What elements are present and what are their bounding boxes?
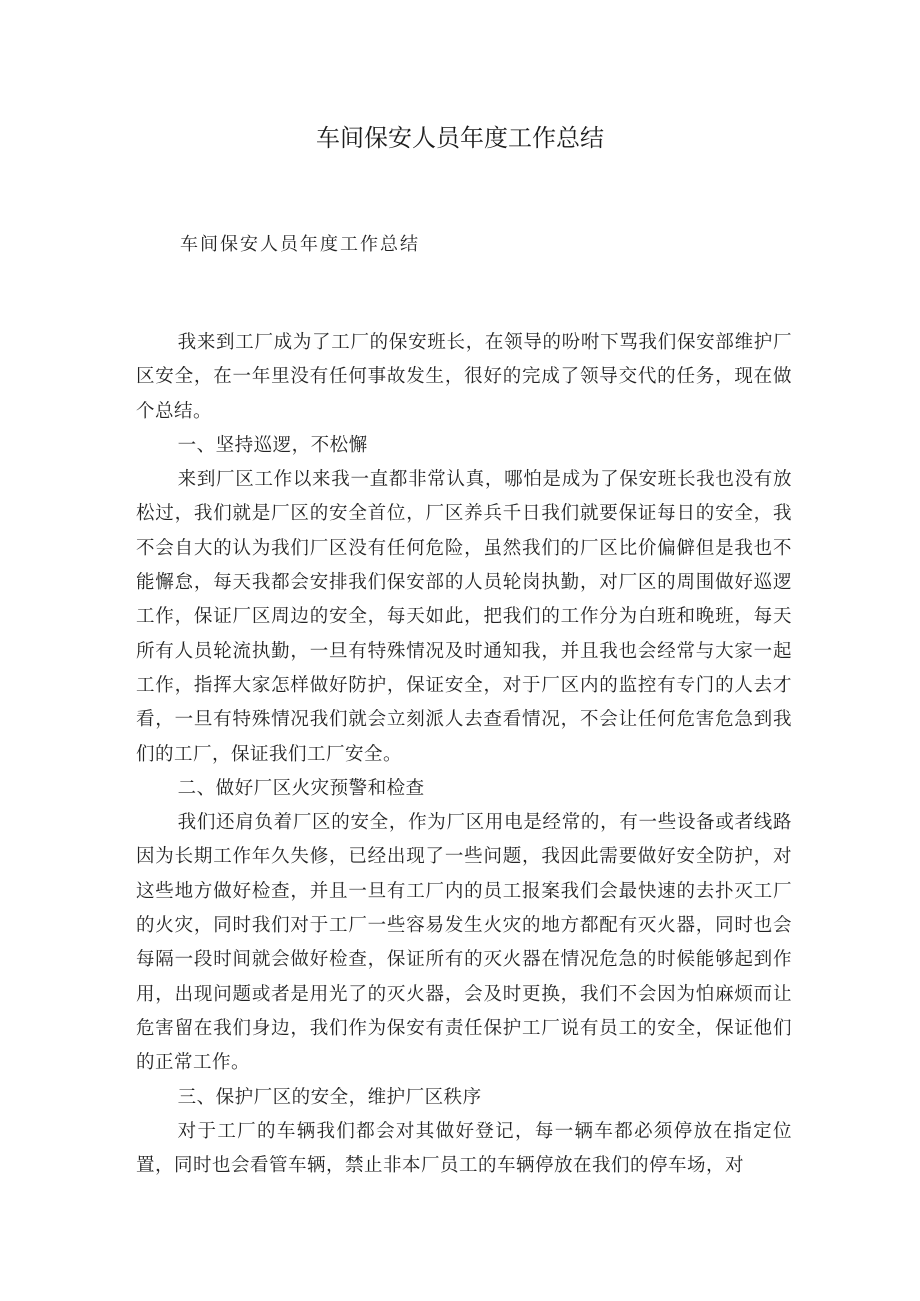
section-heading-3: 三、保护厂区的安全，维护厂区秩序 xyxy=(177,1086,482,1108)
document-body xyxy=(136,326,792,1183)
paragraph-section-2: 我们还肩负着厂区的安全，作为厂区用电是经常的，有一些设备或者线路因为长期工作年久失修，已经出现了一些问题，我因此需要做好安全防护，对这些地方做好检查，并且一旦有工厂内的员工报案我们会最快速的去扑灭工厂的火灾，同时我们对于工厂一些容易发生火灾的地方都配有灭火器，同时也会每隔一段时间就会做好检查，保证所有的灭火器在情况危急的时候能够起到作用，出现问题或者是用光了的灭火器，会及时更换，我们不会因为怕麻烦而让危害留在我们身边，我们作为保安有责任保护工厂说有员工的安全，保证他们的正常工作。 xyxy=(136,812,792,1074)
paragraph-section-1: 来到厂区工作以来我一直都非常认真，哪怕是成为了保安班长我也没有放松过，我们就是厂区的安全首位，厂区养兵千日我们就要保证每日的安全，我不会自大的认为我们厂区没有任何危险，虽然我们的厂区比价偏僻但是我也不能懈怠，每天我都会安排我们保安部的人员轮岗执勤，对厂区的周围做好巡逻工作，保证厂区周边的安全，每天如此，把我们的工作分为白班和晚班，每天所有人员轮流执勤，一旦有特殊情况及时通知我，并且我也会经常与大家一起工作，指挥大家怎样做好防护，保证安全，对于厂区内的监控有专门的人去才看，一旦有特殊情况我们就会立刻派人去查看情况，不会让任何危害危急到我们的工厂，保证我们工厂安全。 xyxy=(136,469,792,765)
document-subtitle: 车间保安人员年度工作总结 xyxy=(180,234,420,255)
paragraph-intro: 我来到工厂成为了工厂的保安班长，在领导的吩咐下骂我们保安部维护厂区安全，在一年里没有任何事故发生，很好的完成了领导交代的任务，现在做个总结。 xyxy=(136,332,792,422)
document-title: 车间保安人员年度工作总结 xyxy=(316,124,604,152)
section-heading-2: 二、做好厂区火灾预警和检查 xyxy=(177,777,425,799)
section-heading-1: 一、坚持巡逻，不松懈 xyxy=(177,434,368,456)
paragraph-section-3: 对于工厂的车辆我们都会对其做好登记，每一辆车都必须停放在指定位置，同时也会看管车辆，禁止非本厂员工的车辆停放在我们的停车场，对 xyxy=(136,1120,792,1177)
